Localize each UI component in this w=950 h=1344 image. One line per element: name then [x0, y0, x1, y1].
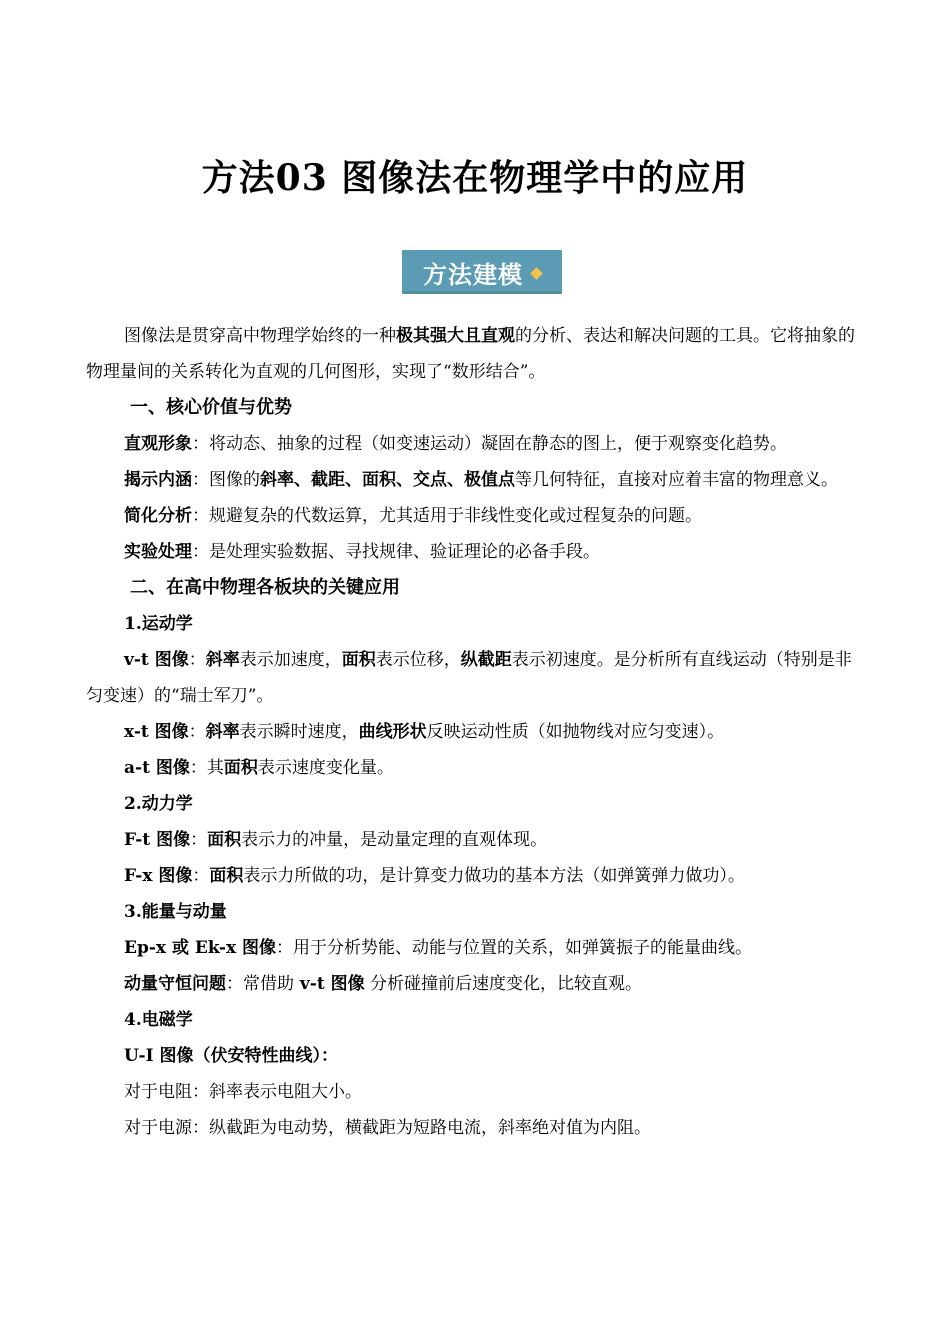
subsection-heading	[86, 606, 856, 642]
fx-item	[86, 858, 856, 894]
source-item: 对于电源：纵截距为电动势，横截距为短路电流，斜率绝对值为内阻。	[124, 1118, 651, 1138]
text: 表示初速度。是分析所有直线运动（特别是非匀变速）的“瑞士军刀”。	[86, 650, 852, 706]
text: 分析碰撞前后速度变化，比较直观。	[364, 974, 643, 994]
bold-term: 面积	[223, 758, 258, 778]
advantage-text: ：将动态、抽象的过程（如变速运动）凝固在静态的图上，便于观察变化趋势。	[192, 434, 787, 454]
text: ：用于分析势能、动能与位置的关系，如弹簧振子的能量曲线。	[276, 938, 753, 958]
dynamics-heading: 2.动力学	[124, 794, 193, 814]
text: 表示速度变化量。	[257, 758, 394, 778]
section1-heading: 一、核心价值与优势	[130, 397, 292, 418]
advantage-label: 简化分析	[124, 506, 192, 526]
bold-term: 面积	[207, 830, 242, 850]
intro-text-2: 的分析、表达和解决问题的工具。它将抽象的物理量间的关系转化为直观的几何图形，实现了“数形结合”。	[86, 326, 855, 382]
epx-label: Ep-x 或 Ek-x 图像	[124, 938, 277, 958]
advantage-item	[86, 534, 856, 570]
fx-label: F-x 图像	[124, 866, 193, 886]
advantage-bold: 斜率、截距、面积、交点、极值点	[260, 470, 515, 490]
bold-term: v-t 图像	[294, 974, 365, 994]
energy-heading: 3.能量与动量	[124, 902, 227, 922]
bold-term: 曲线形状	[358, 722, 427, 742]
page-title: 方法03 图像法在物理学中的应用	[201, 157, 749, 199]
ft-label: F-t 图像	[124, 830, 191, 850]
text: 表示力所做的功，是计算变力做功的基本方法（如弹簧弹力做功）。	[243, 866, 745, 886]
advantage-text: 等几何特征，直接对应着丰富的物理意义。	[515, 470, 838, 490]
xt-item	[86, 714, 856, 750]
document-body	[86, 318, 856, 1146]
advantage-label: 直观形象	[124, 434, 192, 454]
momentum-item	[86, 966, 856, 1002]
advantage-item	[86, 498, 856, 534]
bold-term: 斜率	[205, 650, 240, 670]
text: ：常借助	[226, 974, 294, 994]
section2-heading: 二、在高中物理各板块的关键应用	[130, 577, 400, 598]
intro-paragraph	[86, 318, 856, 390]
advantage-item	[86, 462, 856, 498]
em-heading: 4.电磁学	[124, 1010, 193, 1030]
vt-label: v-t 图像	[124, 650, 189, 670]
colon: ：	[190, 830, 208, 850]
section-banner	[402, 250, 562, 294]
text: ：其	[189, 758, 224, 778]
subsection-heading	[86, 1002, 856, 1038]
at-label: a-t 图像	[124, 758, 190, 778]
ui-label: U-I 图像（伏安特性曲线）：	[124, 1046, 338, 1066]
banner-label: 方法建模	[423, 260, 523, 289]
subsection-heading	[86, 786, 856, 822]
advantage-text: ：是处理实验数据、寻找规律、验证理论的必备手段。	[192, 542, 600, 562]
xt-label: x-t 图像	[124, 722, 189, 742]
text: 表示加速度，	[239, 650, 342, 670]
resistor-item: 对于电阻：斜率表示电阻大小。	[124, 1082, 362, 1102]
text: 反映运动性质（如抛物线对应匀变速）。	[426, 722, 725, 742]
advantage-item	[86, 426, 856, 462]
advantage-text: ：图像的	[192, 470, 260, 490]
diamond-icon	[530, 267, 543, 280]
advantage-label: 揭示内涵	[124, 470, 192, 490]
epx-item	[86, 930, 856, 966]
bold-term: 面积	[341, 650, 376, 670]
advantage-text: ：规避复杂的代数运算，尤其适用于非线性变化或过程复杂的问题。	[192, 506, 702, 526]
at-item	[86, 750, 856, 786]
bold-term: 面积	[209, 866, 244, 886]
subsection-heading	[86, 894, 856, 930]
bold-term: 斜率	[205, 722, 240, 742]
colon: ：	[188, 650, 206, 670]
intro-bold: 极其强大且直观	[396, 326, 515, 346]
text: 表示位移，	[375, 650, 461, 670]
ft-item	[86, 822, 856, 858]
momentum-label: 动量守恒问题	[124, 974, 226, 994]
ui-item	[86, 1038, 856, 1074]
text: 表示力的冲量，是动量定理的直观体现。	[241, 830, 548, 850]
vt-item	[86, 642, 856, 714]
colon: ：	[188, 722, 206, 742]
advantage-label: 实验处理	[124, 542, 192, 562]
kinematics-heading: 1.运动学	[124, 614, 193, 634]
bold-term: 纵截距	[460, 650, 512, 670]
intro-text-1: 图像法是贯穿高中物理学始终的一种	[124, 326, 396, 346]
colon: ：	[192, 866, 210, 886]
text: 表示瞬时速度，	[239, 722, 359, 742]
